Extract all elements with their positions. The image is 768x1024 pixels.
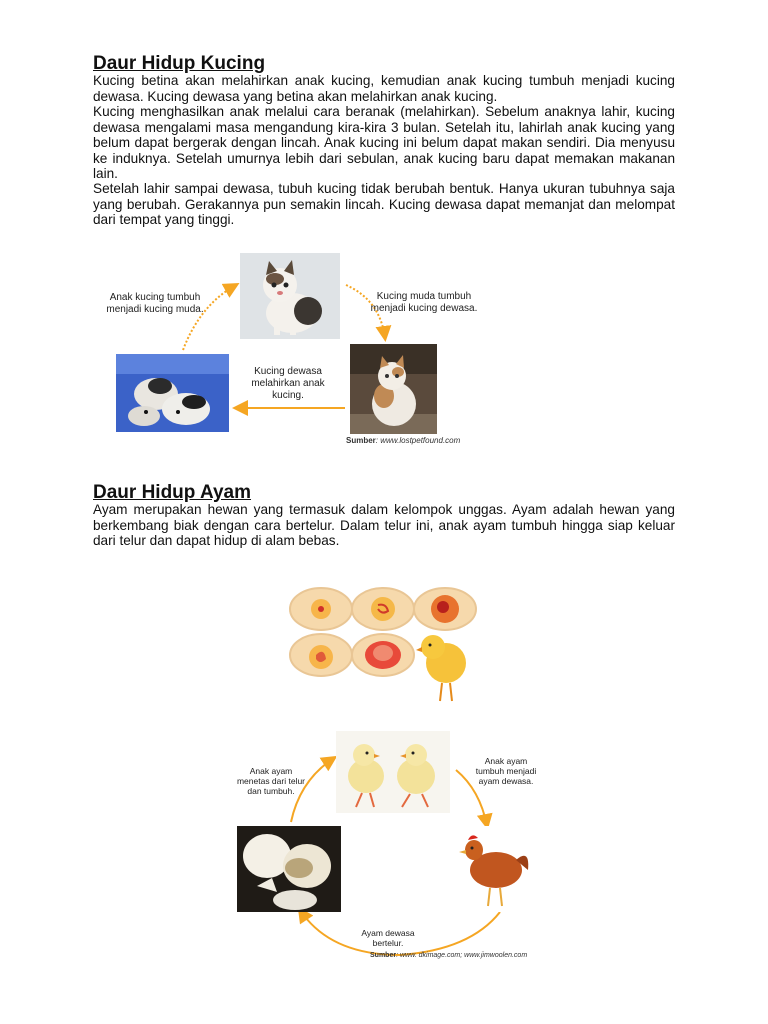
chicken-paragraph-1: Ayam merupakan hewan yang termasuk dalam kelompok unggas. Ayam adalah hewan yang berkembang biak dengan cara bertelur. Dalam telur ini, anak ayam tumbuh hingga siap keluar dari telur dan dapat hidup di alam bebas. [93,502,675,549]
chicken-section-title: Daur Hidup Ayam [93,482,252,503]
cat-paragraph-3: Setelah lahir sampai dewasa, tubuh kucing tidak berubah bentuk. Hanya ukuran tubuhnya saja yang berubah. Gerakannya pun semakin lincah. Kucing dewasa dapat memanjat dan melompat dari tempat yang tinggi. [93,181,675,228]
cat-section-title: Daur Hidup Kucing [93,53,266,74]
hatching-egg-photo [237,826,341,912]
cat-source: Sumber: www.lostpetfound.com [346,436,461,445]
cat-paragraph-1: Kucing betina akan melahirkan anak kucing, kemudian anak kucing tumbuh menjadi kucing dewasa. Kucing dewasa yang betina akan melahirkan anak kucing. [93,73,675,104]
chicken-caption-hatch: Anak ayam menetas dari telur dan tumbuh. [236,766,306,796]
cat-caption-young-to-adult: Kucing muda tumbuh menjadi kucing dewasa. [370,291,478,314]
hen-photo [454,826,534,912]
chicken-caption-lay-eggs: Ayam dewasa bertelur. [361,928,415,948]
chicks-photo [336,731,450,813]
cat-caption-kitten-to-young: Anak kucing tumbuh menjadi kucing muda. [106,292,204,315]
chicken-caption-grow: Anak ayam tumbuh menjadi ayam dewasa. [475,756,537,786]
cat-caption-adult-gives-birth: Kucing dewasa melahirkan anak kucing. [251,366,325,401]
chicken-source: Sumber: www. dkimage.com; www.jimwoolen.com [370,952,528,959]
cat-paragraph-2: Kucing menghasilkan anak melalui cara beranak (melahirkan). Sebelum anaknya lahir, kucing dewasa mengalami masa mengandung kira-kira 3 bulan. Setelah itu, lahirlah anak kucing yang belum dapat bergerak dengan lincah. Anak kucing ini belum dapat makan sendiri. Dia menyusu ke induknya. Setelah umurnya lebih dari sebulan, anak kucing baru dapat memakan makanan lain. [93,104,675,182]
